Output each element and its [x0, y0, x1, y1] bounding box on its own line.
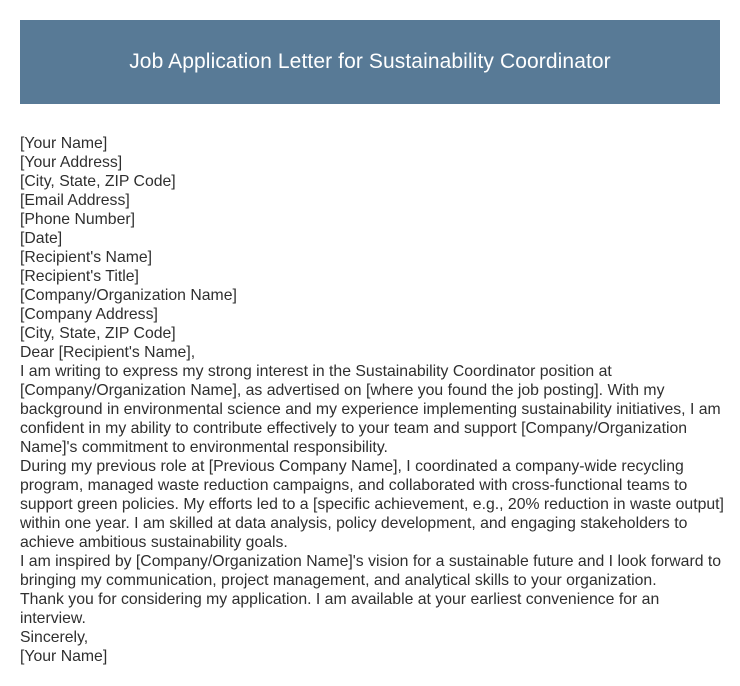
recipient-title: [Recipient's Title]	[20, 268, 139, 285]
sender-phone: [Phone Number]	[20, 211, 136, 228]
paragraph-interest: I am writing to express my strong interest in the Sustainability Coordinator position at [Company/Organization Name], as advertised on [where you found the job posting]. With my background in environmental science and my experience implementing sustainability initiatives, I am confident in my ability to contribute effectively to your team and support [Company/Organization Name]'s commitment to environmental responsibility.	[20, 363, 721, 456]
title-banner	[20, 20, 720, 104]
page-title: Job Application Letter for Sustainability Coordinator	[129, 50, 611, 73]
signature: [Your Name]	[20, 648, 108, 665]
sender-city: [City, State, ZIP Code]	[20, 173, 176, 190]
closing: Sincerely,	[20, 629, 89, 646]
paragraph-vision: I am inspired by [Company/Organization Name]'s vision for a sustainable future and I look forward to bringing my communication, project management, and analytical skills to your organization.	[20, 553, 722, 589]
recipient-name: [Recipient's Name]	[20, 249, 153, 266]
letter-body	[20, 134, 724, 666]
sender-name: [Your Name]	[20, 135, 108, 152]
paragraph-thanks: Thank you for considering my application. I am available at your earliest convenience for an interview.	[20, 591, 660, 627]
recipient-address: [Company Address]	[20, 306, 158, 323]
recipient-city: [City, State, ZIP Code]	[20, 325, 176, 342]
sender-email: [Email Address]	[20, 192, 130, 209]
recipient-company: [Company/Organization Name]	[20, 287, 237, 304]
salutation: Dear [Recipient's Name],	[20, 344, 196, 361]
sender-address: [Your Address]	[20, 154, 123, 171]
letter-date: [Date]	[20, 230, 63, 247]
paragraph-experience: During my previous role at [Previous Company Name], I coordinated a company-wide recycling program, managed waste reduction campaigns, and collaborated with cross-functional teams to support green policies. My efforts led to a [specific achievement, e.g., 20% reduction in waste output] within one year. I am skilled at data analysis, policy development, and engaging stakeholders to achieve ambitious sustainability goals.	[20, 458, 724, 551]
